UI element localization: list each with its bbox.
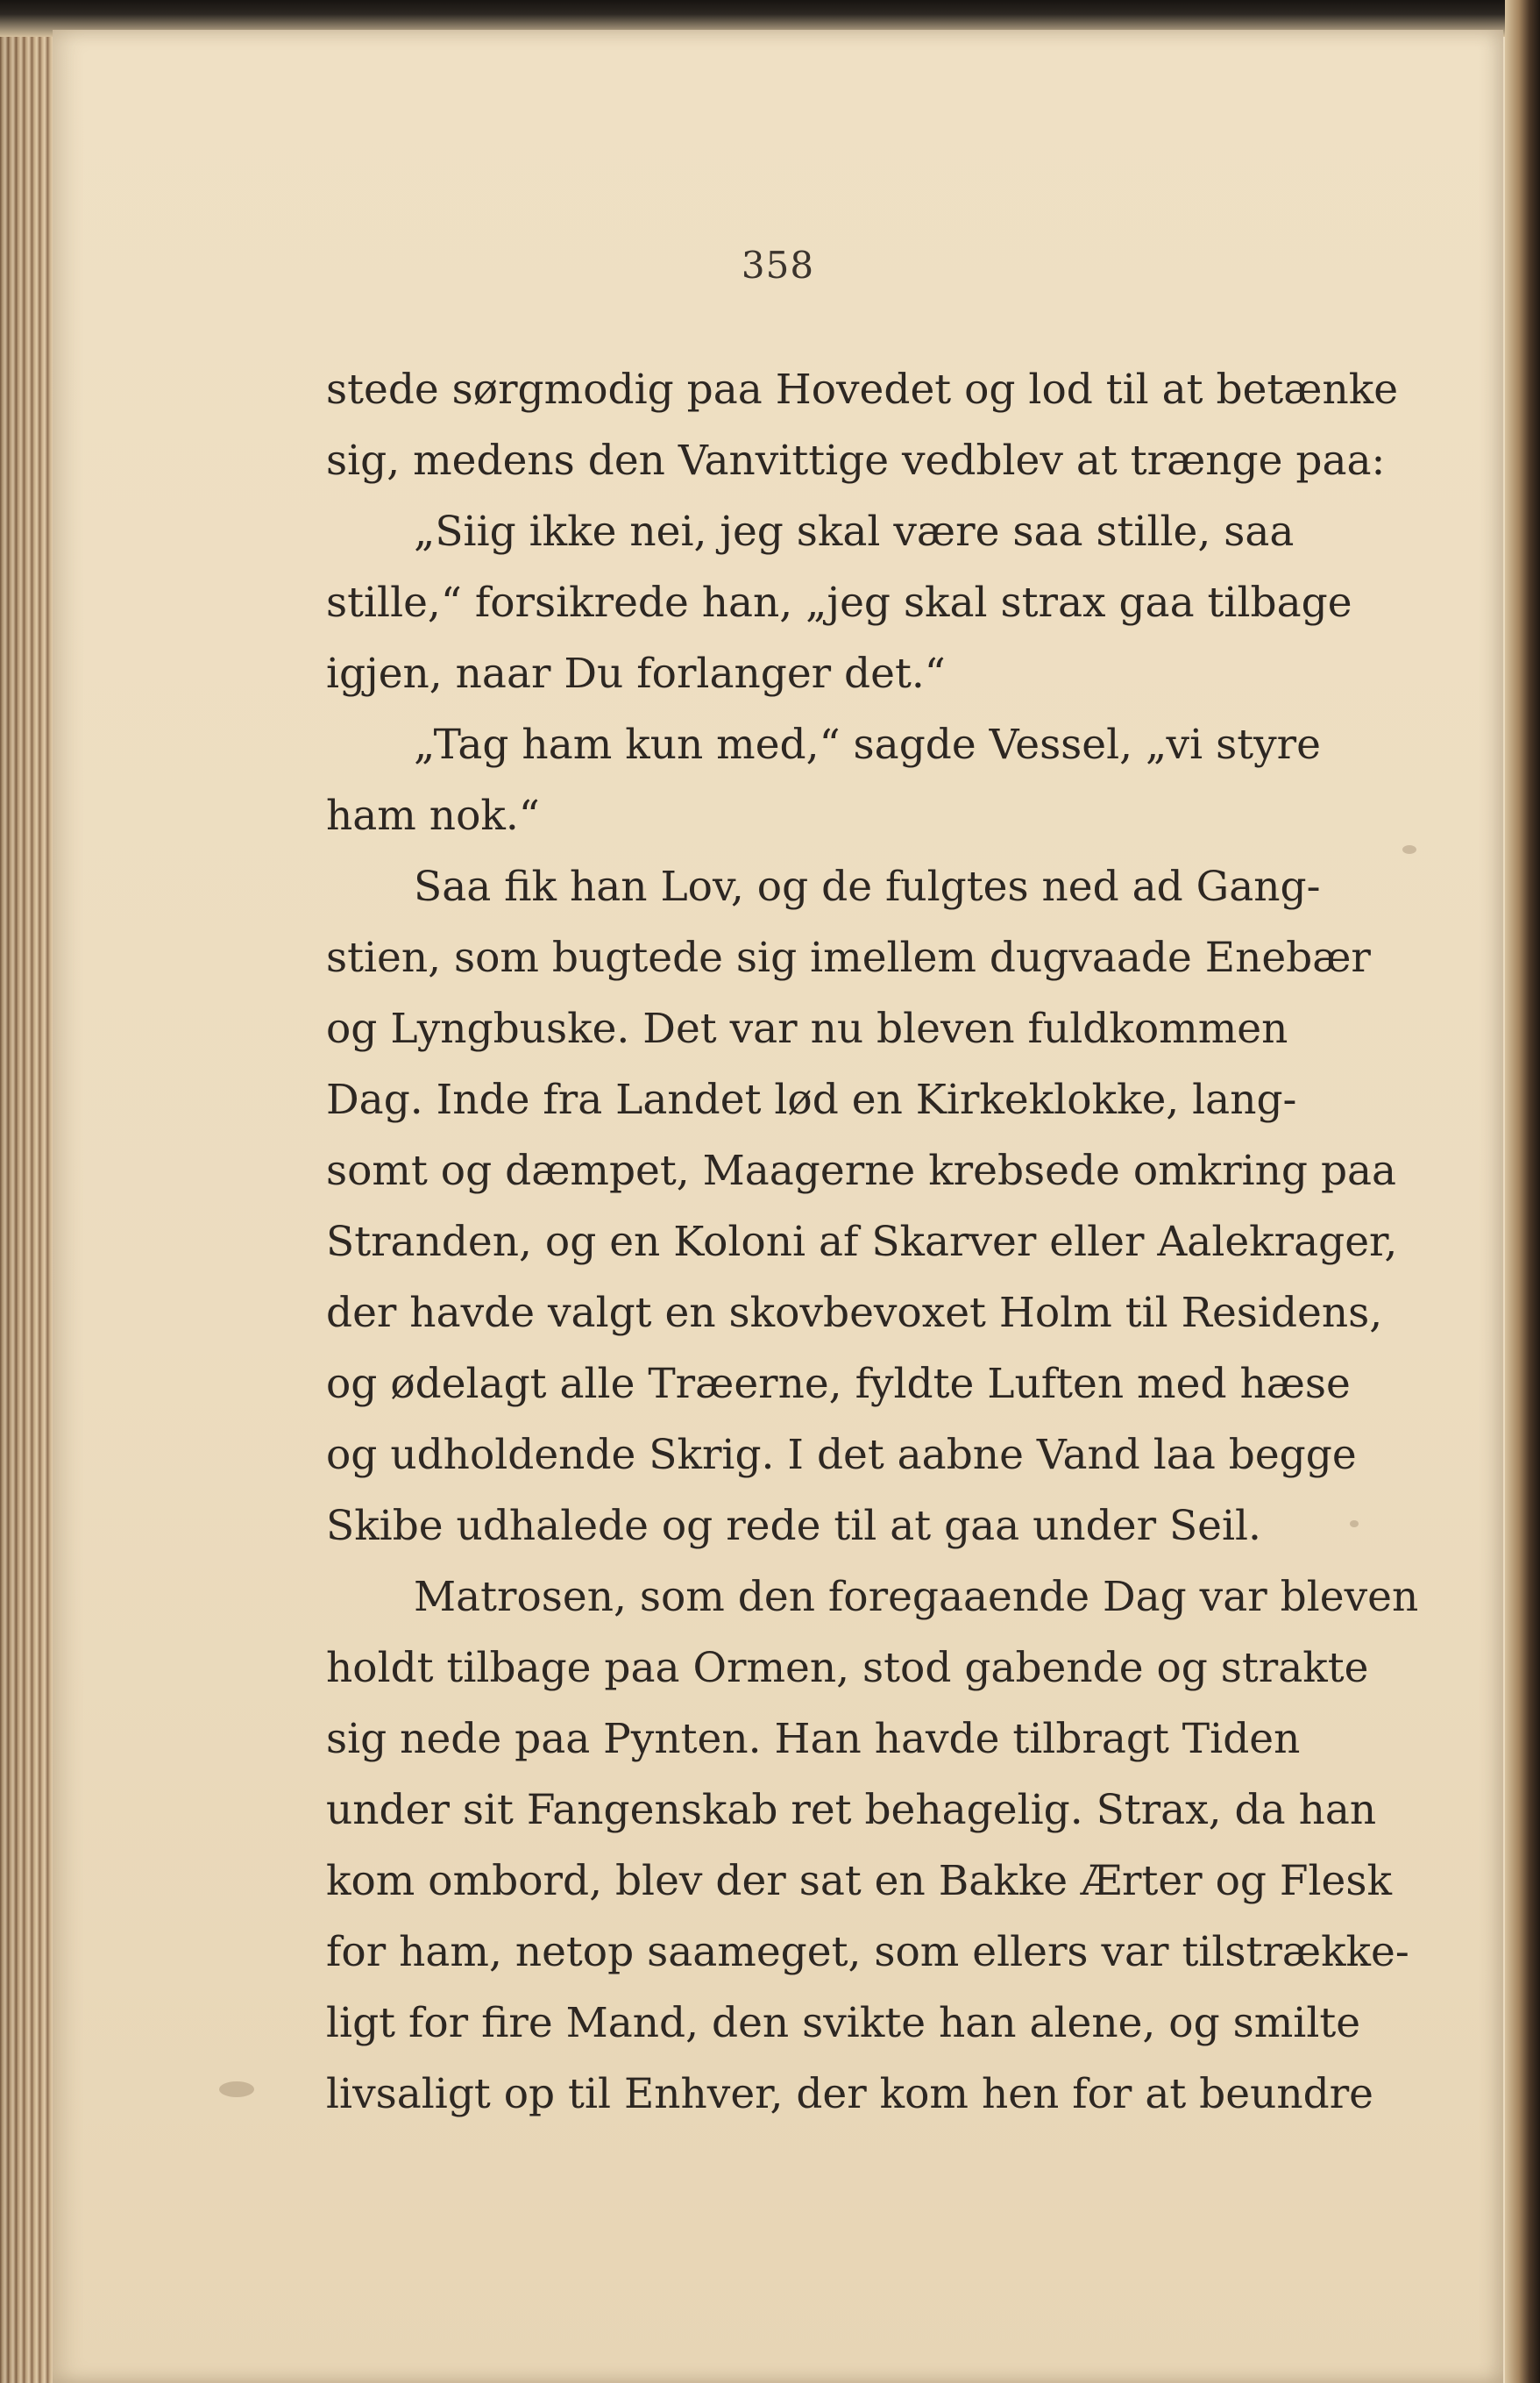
text-line-21: under sit Fangenskab ret behagelig. Strax, da han (326, 1786, 1377, 1834)
text-line-13: Stranden, og en Koloni af Skarver eller Aalekrager, (326, 1218, 1398, 1266)
text-line-25: livsaligt op til Enhver, der kom hen for at beundre (326, 2070, 1373, 2118)
text-line-12: somt og dæmpet, Maagerne krebsede omkring paa (326, 1147, 1397, 1195)
text-line-18: Matrosen, som den foregaaende Dag var bleven (414, 1573, 1419, 1621)
text-line-16: og udholdende Skrig. I det aabne Vand laa begge (326, 1431, 1357, 1479)
text-line-19: holdt tilbage paa Ormen, stod gabende og strakte (326, 1644, 1369, 1692)
text-line-17: Skibe udhalede og rede til at gaa under Seil. (326, 1502, 1262, 1550)
text-line-6: „Tag ham kun med,“ sagde Vessel, „vi styre (414, 721, 1321, 769)
text-line-8: Saa fik han Lov, og de fulgtes ned ad Gang- (414, 863, 1321, 911)
text-line-24: ligt for fire Mand, den svikte han alene, og smilte (326, 1999, 1361, 2047)
text-line-3: „Siig ikke nei, jeg skal være saa stille, saa (414, 508, 1295, 556)
paper-speck (219, 2081, 254, 2097)
text-line-23: for ham, netop saameget, som ellers var tilstrække- (326, 1928, 1409, 1976)
text-line-1: stede sørgmodig paa Hovedet og lod til at betænke (326, 366, 1399, 414)
text-line-5: igjen, naar Du forlanger det.“ (326, 650, 946, 698)
text-line-11: Dag. Inde fra Landet lød en Kirkeklokke, lang- (326, 1076, 1297, 1124)
book-binding-left-edge (0, 0, 54, 2383)
book-right-edge (1505, 0, 1540, 2383)
page-number: 358 (741, 244, 815, 287)
text-line-2: sig, medens den Vanvittige vedblev at trænge paa: (326, 437, 1386, 485)
text-line-4: stille,“ forsikrede han, „jeg skal strax gaa tilbage (326, 579, 1352, 627)
book-page (53, 30, 1503, 2383)
body-text (326, 354, 1478, 2130)
text-line-15: og ødelagt alle Træerne, fyldte Luften med hæse (326, 1360, 1351, 1408)
text-line-7: ham nok.“ (326, 792, 540, 840)
text-line-20: sig nede paa Pynten. Han havde tilbragt Tiden (326, 1715, 1301, 1763)
text-line-9: stien, som bugtede sig imellem dugvaade Enebær (326, 934, 1371, 982)
text-line-14: der havde valgt en skovbevoxet Holm til Residens, (326, 1289, 1383, 1337)
text-line-22: kom ombord, blev der sat en Bakke Ærter og Flesk (326, 1857, 1392, 1905)
text-line-10: og Lyngbuske. Det var nu bleven fuldkommen (326, 1005, 1288, 1053)
